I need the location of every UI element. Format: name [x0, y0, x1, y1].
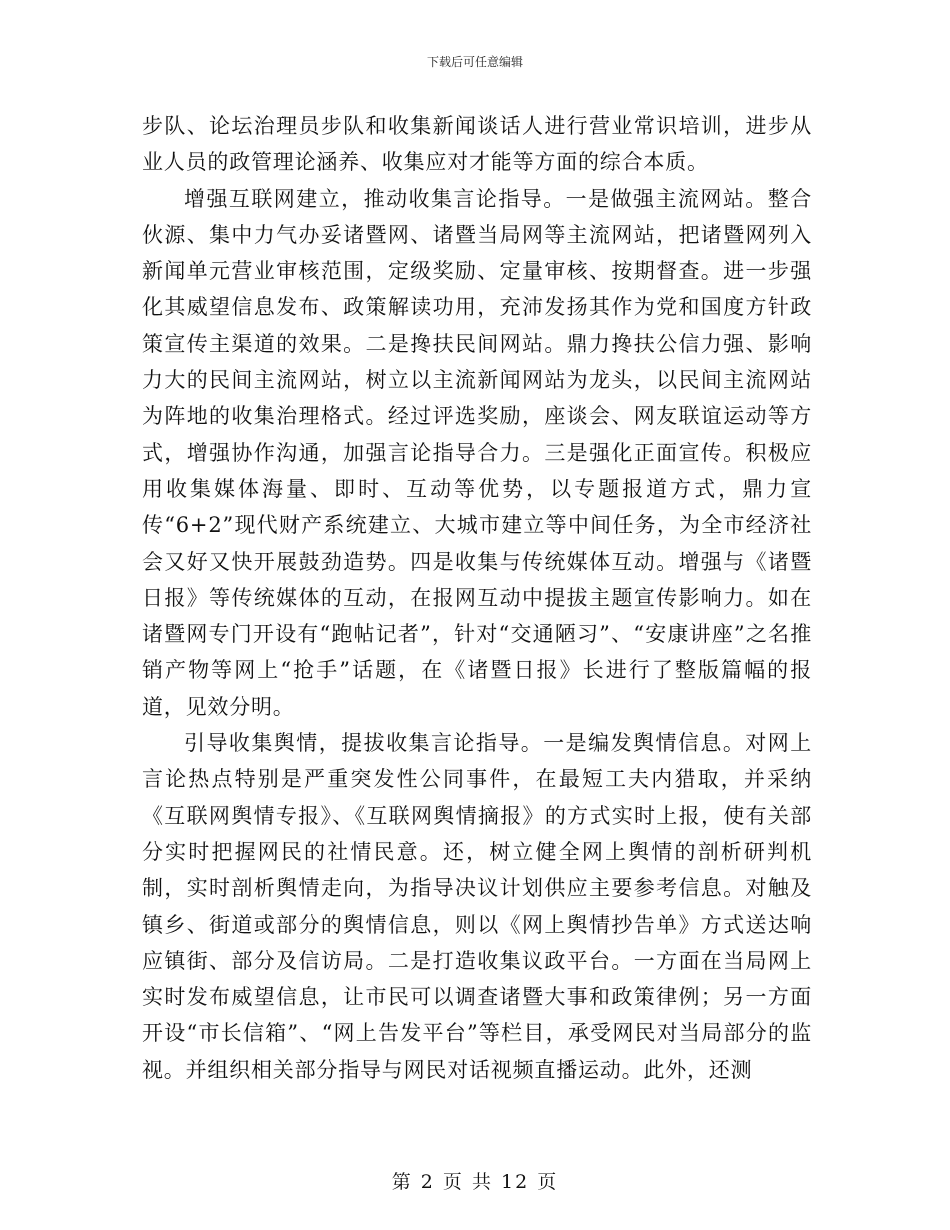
page-header: 下载后可任意编辑	[426, 55, 523, 69]
paragraph-internet-construction: 增强互联网建立，推动收集言论指导。一是做强主流网站。整合伙源、集中力气办妥诸暨网、诸暨当局网等主流网站，把诸暨网列入新闻单元营业审核范围，定级奖励、定量审核、按期督查。进一步强化其威望信息发布、政策解读功用，充沛发扬其作为党和国度方针政策宣传主渠道的效果。二是搀扶民间网站。鼎力搀扶公信力强、影响力大的民间主流网站，树立以主流新闻网站为龙头，以民间主流网站为阵地的收集治理格式。经过评选奖励，座谈会、网友联谊运动等方式，增强协作沟通，加强言论指导合力。三是强化正面宣传。积极应用收集媒体海量、即时、互动等优势，以专题报道方式，鼎力宣传“6+2”现代财产系统建立、大城市建立等中间任务，为全市经济社会又好又快开展鼓劲造势。四是收集与传统媒体互动。增强与《诸暨日报》等传统媒体的互动，在报网互动中提拔主题宣传影响力。如在诸暨网专门开设有“跑帖记者”，针对“交通陋习”、“安康讲座”之名推销产物等网上“抢手”话题，在《诸暨日报》长进行了整版篇幅的报道，见效分明。	[142, 186, 812, 719]
paragraph-continuation: 步队、论坛治理员步队和收集新闻谈话人进行营业常识培训，进步从业人员的政管理论涵养、收集应对才能等方面的综合本质。	[142, 114, 812, 175]
document-body	[142, 108, 812, 1088]
page-footer: 第 2 页 共 12 页	[391, 1171, 559, 1193]
paragraph-public-opinion: 引导收集舆情，提拔收集言论指导。一是编发舆情信息。对网上言论热点特别是严重突发性公同事件，在最短工夫内猎取，并采纳《互联网舆情专报》、《互联网舆情摘报》的方式实时上报，使有关部分实时把握网民的社情民意。还，树立健全网上舆情的剖析研判机制，实时剖析舆情走向，为指导决议计划供应主要参考信息。对触及镇乡、街道或部分的舆情信息，则以《网上舆情抄告单》方式送达响应镇街、部分及信访局。二是打造收集议政平台。一方面在当局网上实时发布威望信息，让市民可以调查诸暨大事和政策律例；另一方面开设“市长信箱”、“网上告发平台”等栏目，承受网民对当局部分的监视。并组织相关部分指导与网民对话视频直播运动。此外，还测	[142, 731, 812, 1082]
